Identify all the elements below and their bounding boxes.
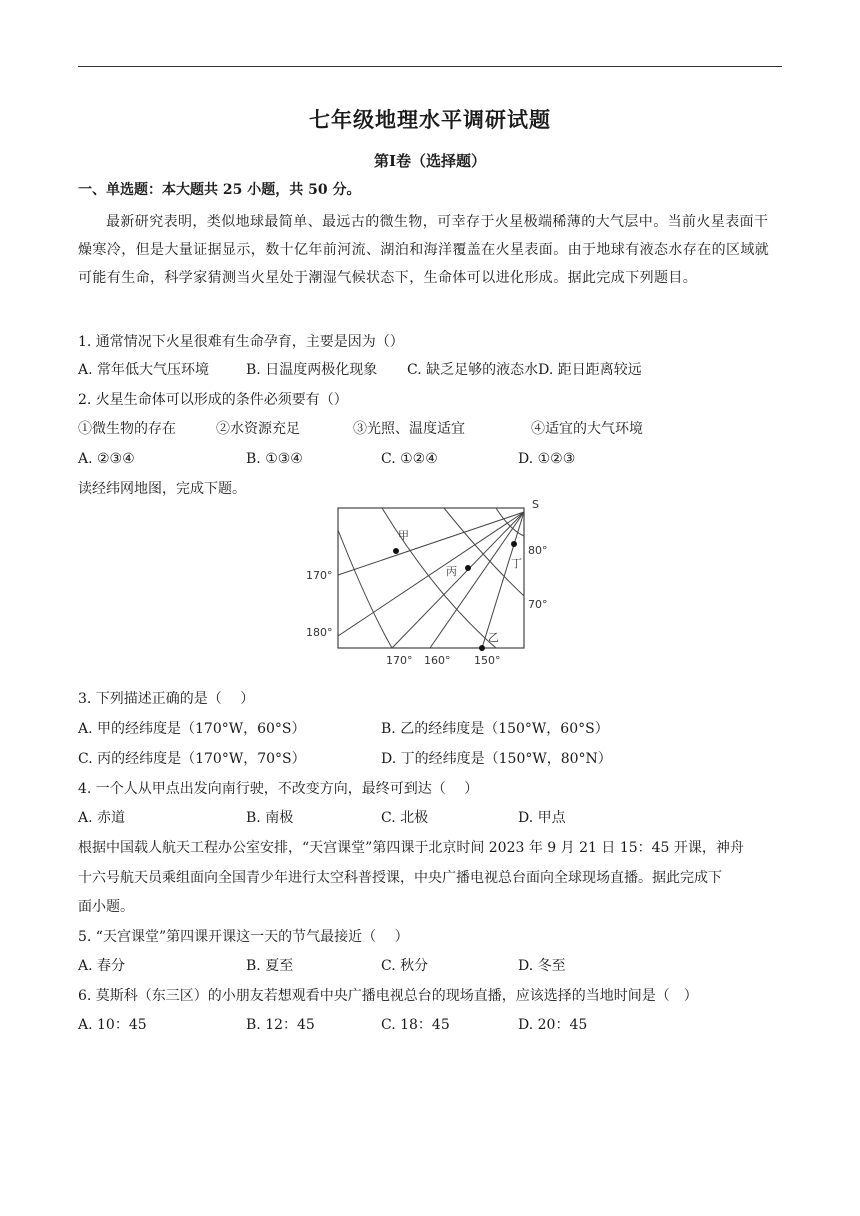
- label-lon-170-left: 170°: [306, 569, 333, 582]
- point-bing: [465, 565, 471, 571]
- label-ding: 丁: [511, 557, 522, 570]
- label-lon-170-bottom: 170°: [386, 654, 413, 667]
- question-6-option-b: B. 12：45: [246, 1017, 315, 1033]
- meridian-line-180: [338, 512, 524, 636]
- label-bing: 丙: [446, 565, 457, 578]
- point-yi: [479, 645, 485, 651]
- question-2-condition-1: ①微生物的存在: [78, 421, 176, 437]
- label-lon-160: 160°: [424, 654, 451, 667]
- label-lon-150: 150°: [474, 654, 501, 667]
- question-3-option-d: D. 丁的经纬度是（150°W，80°N）: [381, 751, 612, 767]
- diagram-intro: 读经纬网地图，完成下题。: [78, 481, 246, 497]
- question-4-option-a: A. 赤道: [78, 810, 126, 826]
- question-4-option-c: C. 北极: [381, 810, 429, 826]
- question-5-stem: 5. “天宫课堂”第四课开课这一天的节气最接近（ ）: [78, 929, 409, 945]
- question-2-stem: 2. 火星生命体可以形成的条件必须要有（）: [78, 392, 348, 408]
- question-5-option-a: A. 春分: [78, 958, 126, 974]
- graticule-diagram: [300, 492, 560, 672]
- section-heading: 一、单选题：本大题共 25 小题，共 50 分。: [78, 182, 361, 198]
- header-rule: [78, 66, 782, 67]
- question-3-option-c: C. 丙的经纬度是（170°W，70°S）: [78, 751, 306, 767]
- question-2-option-a: A. ②③④: [78, 451, 135, 467]
- reading-passage-tiangong-line-1: 根据中国载人航天工程办公室安排，“天宫课堂”第四课于北京时间 2023 年 9 月 21 日 15：45 开课，神舟: [78, 840, 744, 856]
- question-5-option-c: C. 秋分: [381, 958, 429, 974]
- question-3-stem: 3. 下列描述正确的是（ ）: [78, 691, 255, 707]
- meridian-line-160: [430, 512, 524, 648]
- page-title: 七年级地理水平调研试题: [309, 107, 551, 132]
- question-6-option-c: C. 18：45: [381, 1017, 450, 1033]
- question-2-option-b: B. ①③④: [246, 451, 303, 467]
- question-1-option-b: B. 日温度两极化现象: [246, 362, 378, 378]
- question-4-option-b: B. 南极: [246, 810, 294, 826]
- question-6-option-d: D. 20：45: [518, 1017, 588, 1033]
- question-1-option-a: A. 常年低大气压环境: [78, 362, 210, 378]
- question-4-stem: 4. 一个人从甲点出发向南行驶，不改变方向，最终可到达（ ）: [78, 781, 479, 797]
- question-2-condition-3: ③光照、温度适宜: [353, 421, 465, 437]
- label-s: S: [532, 498, 539, 511]
- point-ding: [511, 541, 517, 547]
- question-3-option-b: B. 乙的经纬度是（150°W，60°S）: [381, 721, 609, 737]
- question-5-option-d: D. 冬至: [518, 958, 566, 974]
- label-jia: 甲: [398, 529, 409, 542]
- question-6-option-a: A. 10：45: [78, 1017, 147, 1033]
- question-1-option-cd: C. 缺乏足够的液态水D. 距日距离较远: [407, 362, 642, 378]
- meridian-line-170b: [392, 512, 524, 648]
- section-subtitle: 第Ⅰ卷（选择题）: [373, 152, 487, 170]
- label-lat-80: 80°: [528, 544, 548, 557]
- question-2-condition-4: ④适宜的大气环境: [531, 421, 643, 437]
- question-5-option-b: B. 夏至: [246, 958, 294, 974]
- question-4-option-d: D. 甲点: [518, 810, 566, 826]
- question-2-option-d: D. ①②③: [518, 451, 576, 467]
- reading-passage-tiangong-line-3: 面小题。: [78, 899, 134, 915]
- question-2-condition-2: ②水资源充足: [216, 421, 300, 437]
- diagram-frame: [338, 508, 524, 648]
- label-yi: 乙: [488, 631, 499, 644]
- label-lat-70: 70°: [528, 598, 548, 611]
- question-1-stem: 1. 通常情况下火星很难有生命孕育，主要是因为（）: [78, 334, 404, 350]
- question-6-stem: 6. 莫斯科（东三区）的小朋友若想观看中央广播电视总台的现场直播，应该选择的当地时间是（ ）: [78, 988, 698, 1004]
- point-jia: [393, 548, 399, 554]
- question-2-option-c: C. ①②④: [381, 451, 438, 467]
- question-3-option-a: A. 甲的经纬度是（170°W，60°S）: [78, 721, 306, 737]
- meridian-line-170: [338, 512, 524, 575]
- reading-passage-mars: 最新研究表明，类似地球最简单、最远古的微生物，可幸存于火星极端稀薄的大气层中。当前火星表面干燥寒冷，但是大量证据显示，数十亿年前河流、湖泊和海洋覆盖在火星表面。由于地球有液态水存在的区域就可能有生命，科学家猜测当火星处于潮湿气候状态下，生命体可以进化形成。据此完成下列题目。: [78, 214, 770, 286]
- label-lon-180: 180°: [306, 626, 333, 639]
- reading-passage-tiangong-line-2: 十六号航天员乘组面向全国青少年进行太空科普授课，中央广播电视总台面向全球现场直播。据此完成下: [78, 870, 722, 886]
